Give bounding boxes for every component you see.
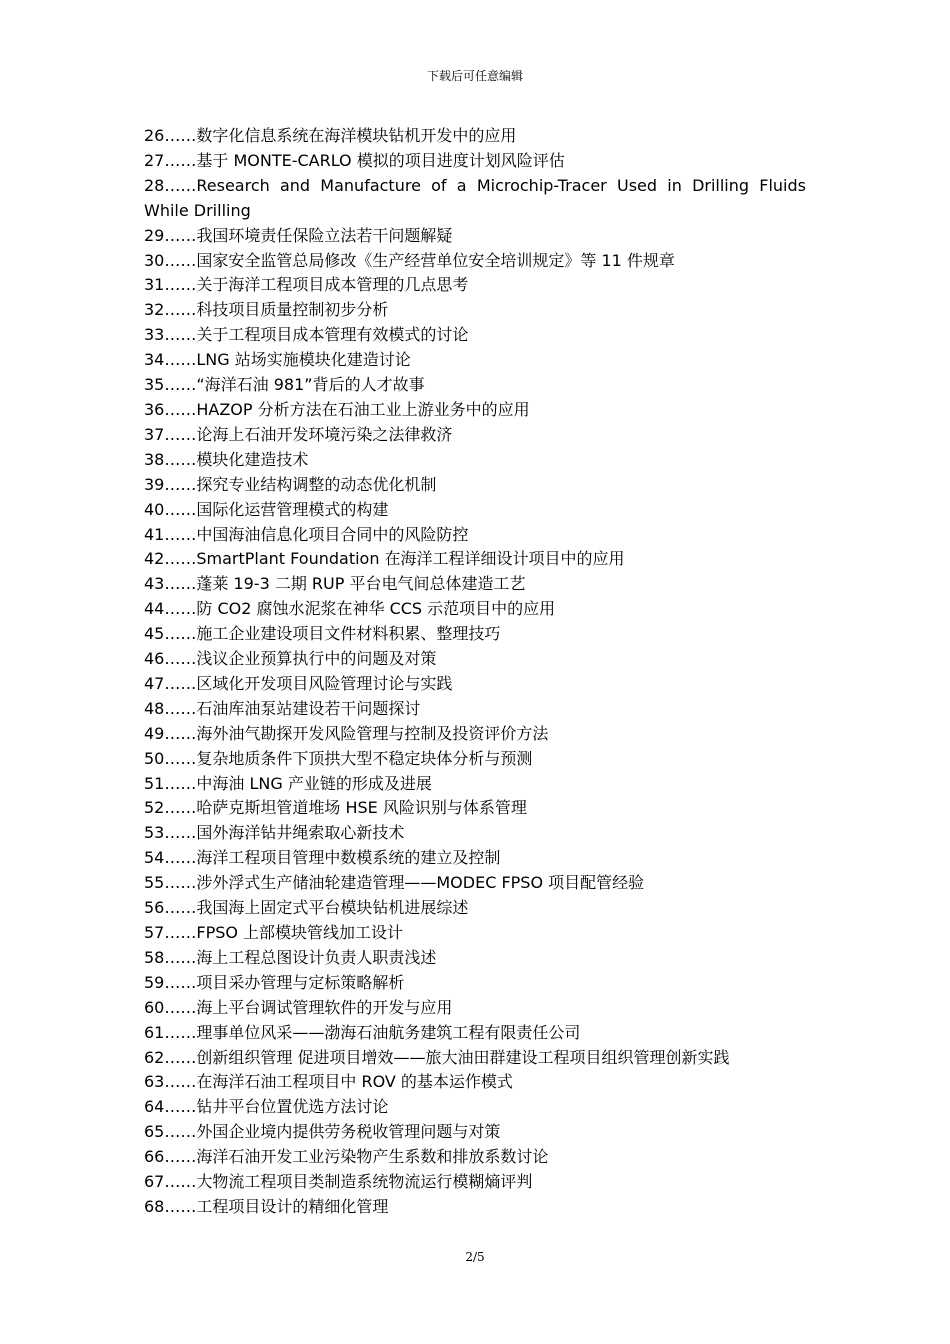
contents-entry: 43……蓬莱 19-3 二期 RUP 平台电气间总体建造工艺 — [144, 574, 526, 594]
contents-entry: 41……中国海油信息化项目合同中的风险防控 — [144, 524, 469, 544]
contents-list — [144, 124, 806, 1220]
contents-entry: 30……国家安全监管总局修改《生产经营单位安全培训规定》等 11 件规章 — [144, 250, 675, 270]
contents-entry: 44……防 CO2 腐蚀水泥浆在神华 CCS 示范项目中的应用 — [144, 599, 556, 619]
contents-entry: 55……涉外浮式生产储油轮建造管理——MODEC FPSO 项目配管经验 — [144, 873, 645, 893]
contents-entry: 48……石油库油泵站建设若干问题探讨 — [144, 698, 421, 718]
contents-entry: 53……国外海洋钻井绳索取心新技术 — [144, 823, 405, 843]
contents-entry: 45……施工企业建设项目文件材料积累、整理技巧 — [144, 624, 501, 644]
contents-entry: 26……数字化信息系统在海洋模块钻机开发中的应用 — [144, 126, 517, 145]
contents-entry: 47……区域化开发项目风险管理讨论与实践 — [144, 673, 453, 693]
contents-entry: 31……关于海洋工程项目成本管理的几点思考 — [144, 275, 469, 295]
contents-entry: 28……Research and Manufacture of a Microchip-Tracer Used in Drilling Fluids While Drilling — [144, 175, 806, 220]
contents-entry: 50……复杂地质条件下顶拱大型不稳定块体分析与预测 — [144, 748, 533, 768]
contents-entry: 67……大物流工程项目类制造系统物流运行模糊熵评判 — [144, 1172, 533, 1192]
contents-entry: 42……SmartPlant Foundation 在海洋工程详细设计项目中的应用 — [144, 549, 625, 569]
contents-entry: 65……外国企业境内提供劳务税收管理问题与对策 — [144, 1122, 501, 1142]
contents-entry: 36……HAZOP 分析方法在石油工业上游业务中的应用 — [144, 399, 530, 419]
contents-entry: 32……科技项目质量控制初步分析 — [144, 300, 389, 320]
contents-entry: 58……海上工程总图设计负责人职责浅述 — [144, 947, 437, 967]
contents-entry: 37……论海上石油开发环境污染之法律救济 — [144, 424, 453, 444]
contents-entry: 34……LNG 站场实施模块化建造讨论 — [144, 350, 411, 370]
contents-entry: 60……海上平台调试管理软件的开发与应用 — [144, 997, 453, 1017]
contents-entry: 33……关于工程项目成本管理有效模式的讨论 — [144, 325, 469, 345]
contents-entry: 59……项目采办管理与定标策略解析 — [144, 972, 405, 992]
contents-entry: 52……哈萨克斯坦管道堆场 HSE 风险识别与体系管理 — [144, 798, 527, 818]
contents-entry: 56……我国海上固定式平台模块钻机进展综述 — [144, 898, 469, 918]
contents-entry: 35……“海洋石油 981”背后的人才故事 — [144, 375, 425, 395]
page-number: 2/5 — [465, 1250, 485, 1264]
contents-entry: 39……探究专业结构调整的动态优化机制 — [144, 474, 437, 494]
contents-entry: 38……模块化建造技术 — [144, 449, 309, 469]
contents-entry: 62……创新组织管理 促进项目增效——旅大油田群建设工程项目组织管理创新实践 — [144, 1047, 730, 1067]
contents-entry: 49……海外油气勘探开发风险管理与控制及投资评价方法 — [144, 723, 549, 743]
page-header: 下载后可任意编辑 — [426, 69, 523, 83]
contents-entry: 27……基于 MONTE-CARLO 模拟的项目进度计划风险评估 — [144, 150, 565, 170]
contents-entry: 57……FPSO 上部模块管线加工设计 — [144, 923, 404, 942]
contents-entry: 63……在海洋石油工程项目中 ROV 的基本运作模式 — [144, 1072, 513, 1092]
contents-entry: 64……钻井平台位置优选方法讨论 — [144, 1097, 389, 1117]
contents-entry: 51……中海油 LNG 产业链的形成及进展 — [144, 773, 432, 793]
contents-entry: 29……我国环境责任保险立法若干问题解疑 — [144, 225, 453, 245]
contents-entry: 40……国际化运营管理模式的构建 — [144, 499, 389, 519]
contents-entry: 46……浅议企业预算执行中的问题及对策 — [144, 649, 437, 669]
contents-entry: 61……理事单位风采——渤海石油航务建筑工程有限责任公司 — [144, 1022, 581, 1042]
contents-entry: 66……海洋石油开发工业污染物产生系数和排放系数讨论 — [144, 1147, 549, 1167]
contents-entry: 54……海洋工程项目管理中数模系统的建立及控制 — [144, 848, 501, 868]
contents-entry: 68……工程项目设计的精细化管理 — [144, 1196, 389, 1216]
